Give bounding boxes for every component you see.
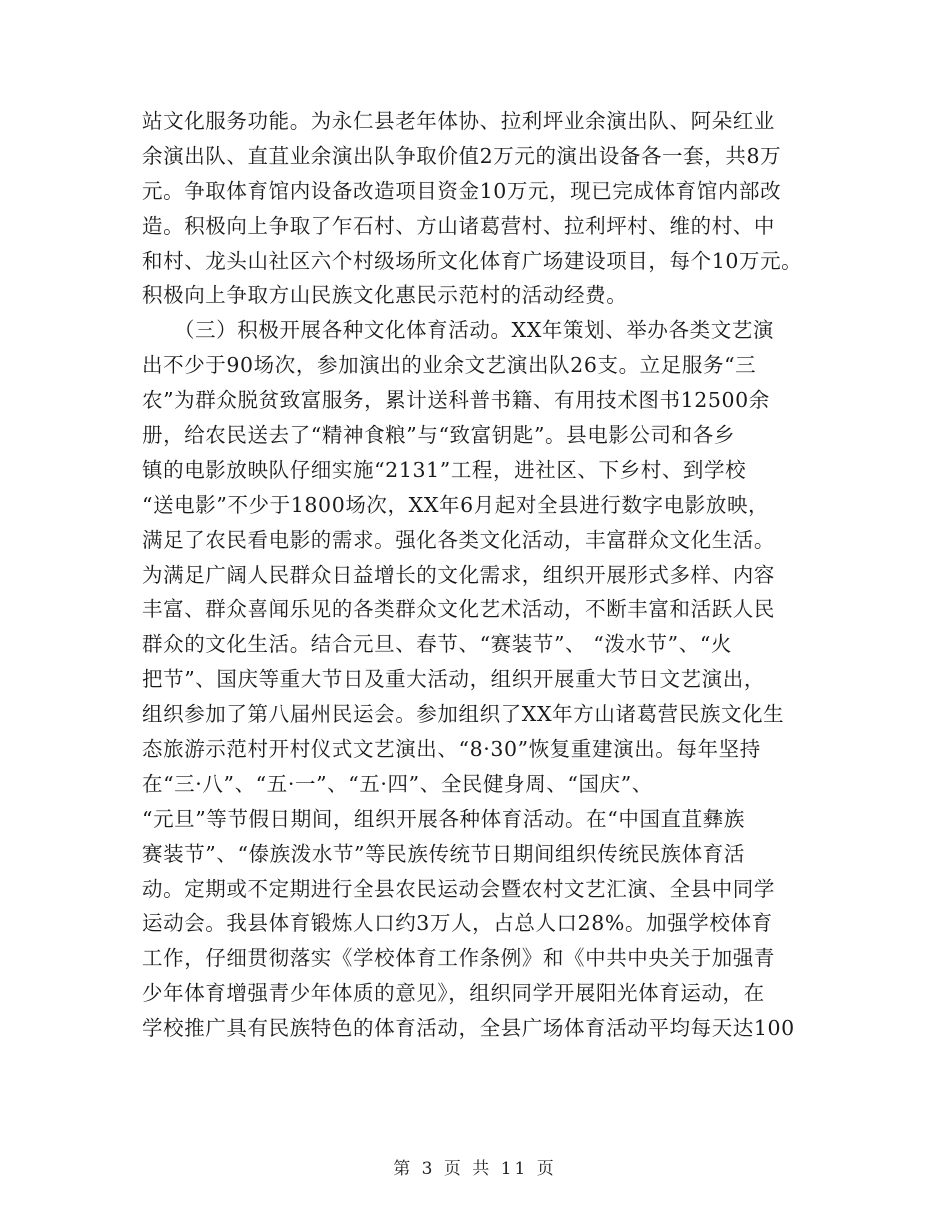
text-line-6: 积极向上争取方山民族文化惠民示范村的活动经费。 [142,283,628,308]
text-line-24: 运动会。我县体育锻炼人口约3万人，占总人口28%。加强学校体育 [142,911,773,936]
text-line-17: 把节”、国庆等重大节日及重大活动，组织开展重大节日文艺演出， [142,667,765,692]
text-line-8: 出不少于90场次，参加演出的业余文艺演出队26支。立足服务“三 [142,353,757,378]
text-line-13: 满足了农民看电影的需求。强化各类文化活动，丰富群众文化生活。 [142,527,775,552]
text-line-23: 动。定期或不定期进行全县农民运动会暨农村文艺汇演、全县中同学 [142,876,775,901]
text-line-2: 余演出队、直苴业余演出队争取价值2万元的演出设备各一套，共8万 [142,143,782,168]
text-line-14: 为满足广阔人民群众日益增长的文化需求，组织开展形式多样、内容 [142,562,775,587]
text-line-18: 组织参加了第八届州民运会。参加组织了XX年方山诸葛营民族文化生 [142,702,785,727]
page-number-label: 第 3 页 共 11 页 [393,1159,557,1179]
text-line-25: 工作，仔细贯彻落实《学校体育工作条例》和《中共中央关于加强青 [142,946,775,971]
text-line-3: 元。争取体育馆内设备改造项目资金10万元，现已完成体育馆内部改 [142,178,782,203]
text-line-22: 赛装节”、“傣族泼水节”等民族传统节日期间组织传统民族体育活 [142,841,745,866]
text-line-11: 镇的电影放映队仔细实施“2131”工程，进社区、下乡村、到学校 [142,457,747,482]
page-footer [0,1154,950,1179]
text-line-10: 册，给农民送去了“精神食粮”与“致富钥匙”。县电影公司和各乡 [142,423,735,448]
text-line-9: 农”为群众脱贫致富服务，累计送科普书籍、有用技术图书12500余 [142,388,770,413]
body-text [142,104,812,1046]
text-line-7: （三）积极开展各种文化体育活动。XX年策划、举办各类文艺演 [142,318,775,343]
text-line-12: “送电影”不少于1800场次，XX年6月起对全县进行数字电影放映， [142,492,770,517]
text-line-5: 和村、龙头山社区六个村级场所文化体育广场建设项目，每个10万元。 [142,248,803,273]
text-line-16: 群众的文化生活。结合元旦、春节、“赛装节”、 “泼水节”、“火 [142,632,733,657]
text-line-27: 学校推广具有民族特色的体育活动，全县广场体育活动平均每天达100 [142,1016,795,1041]
text-line-20: 在“三·八”、“五·一”、“五·四”、全民健身周、“国庆”、 [142,771,653,796]
text-line-26: 少年体育增强青少年体质的意见》，组织同学开展阳光体育运动，在 [142,981,765,1006]
text-line-21: “元旦”等节假日期间，组织开展各种体育活动。在“中国直苴彝族 [142,806,745,831]
text-line-19: 态旅游示范村开村仪式文艺演出、“8·30”恢复重建演出。每年坚持 [142,737,761,762]
text-line-15: 丰富、群众喜闻乐见的各类群众文化艺术活动，不断丰富和活跃人民 [142,597,775,622]
text-line-4: 造。积极向上争取了乍石村、方山诸葛营村、拉利坪村、维的村、中 [142,213,775,238]
text-line-1: 站文化服务功能。为永仁县老年体协、拉利坪业余演出队、阿朵红业 [142,109,775,133]
